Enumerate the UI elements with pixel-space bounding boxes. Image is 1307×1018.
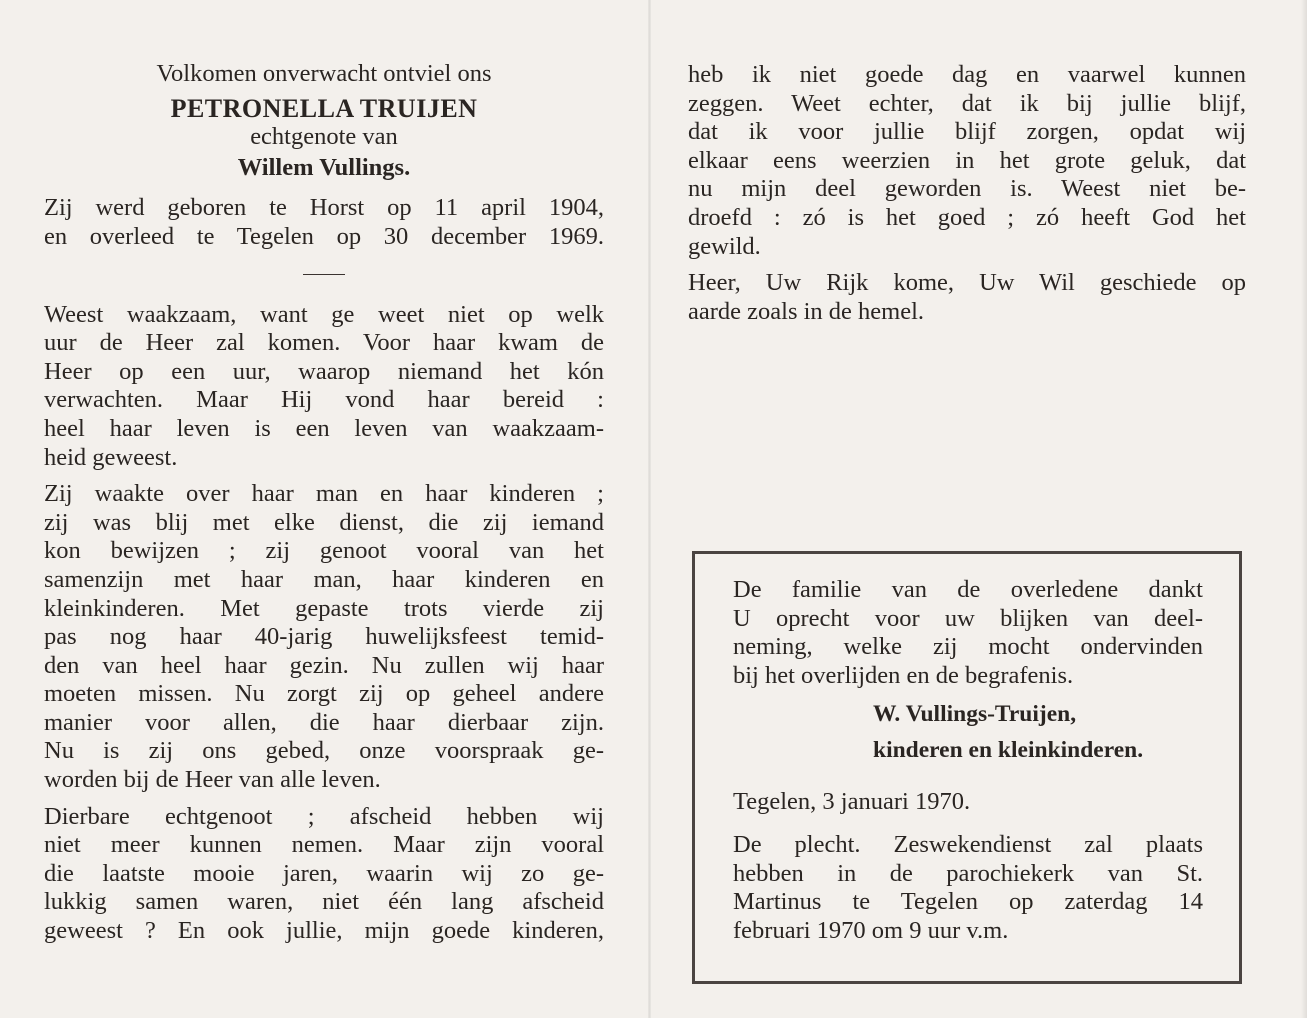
card-edge [1301, 0, 1307, 1018]
signature-line: kinderen en kleinkinderen. [873, 737, 1144, 764]
text-line: zeggen. Weet echter, dat ik bij jullie blijf, [688, 89, 1246, 117]
paragraph-farewell [44, 803, 604, 946]
family-signature [873, 696, 1203, 768]
text-line: lukkig samen waren, niet één lang afscheid [44, 888, 604, 916]
text-line: U oprecht voor uw blijken van deel- [733, 604, 1203, 632]
text-line: heb ik niet goede dag en vaarwel kunnen [688, 61, 1246, 88]
text-line: nu mijn deel geworden is. Weest niet be- [688, 175, 1246, 203]
right-column [688, 61, 1246, 326]
text-line: manier voor allen, die haar dierbaar zijn. [44, 708, 604, 736]
text-line: die laatste mooie jaren, waarin wij zo ge- [44, 859, 604, 887]
text-line: Zij waakte over haar man en haar kinderen ; [44, 480, 604, 508]
text-line: neming, welke zij mocht ondervinden [733, 633, 1203, 661]
separator-rule [303, 274, 345, 275]
text-line: Dierbare echtgenoot ; afscheid hebben wij [44, 802, 604, 830]
paragraph-prayer [688, 269, 1246, 326]
left-column [44, 60, 604, 946]
text-line: pas nog haar 40-jarig huwelijksfeest temid- [44, 623, 604, 651]
text-line: kon bewijzen ; zij genoot vooral van het [44, 537, 604, 565]
text-line: hebben in de parochiekerk van St. [733, 859, 1203, 887]
text-line: aarde zoals in de hemel. [688, 297, 925, 325]
text-line: zij was blij met elke dienst, die zij iemand [44, 508, 604, 536]
service-announcement [733, 831, 1203, 945]
card-fold [648, 0, 651, 1018]
text-line: gewild. [688, 232, 761, 260]
text-line: Heer, Uw Rijk kome, Uw Wil geschiede op [688, 269, 1246, 297]
text-line: droefd : zó is het goed ; zó heeft God het [688, 203, 1246, 231]
paragraph-vigilance [44, 301, 604, 473]
paragraph-goodbye [688, 61, 1246, 261]
text-line: uur de Heer zal komen. Voor haar kwam de [44, 329, 604, 357]
deceased-name: PETRONELLA TRUIJEN [170, 93, 478, 123]
text-line: dat ik voor jullie blijf zorgen, opdat wij [688, 118, 1246, 146]
text-line: heel haar leven is een leven van waakzaam- [44, 414, 604, 442]
spouse-name: Willem Vullings. [237, 153, 411, 181]
text-line: heid geweest. [44, 443, 178, 471]
relation-line: echtgenote van [250, 123, 398, 151]
thanks-text [733, 576, 1203, 690]
text-line: worden bij de Heer van alle leven. [44, 766, 381, 794]
text-line: De familie van de overledene dankt [733, 576, 1203, 603]
text-line: kleinkinderen. Met gepaste trots vierde zij [44, 594, 604, 622]
place-date: Tegelen, 3 januari 1970. [733, 788, 971, 816]
birth-line: Zij werd geboren te Horst op 11 april 1904, [44, 194, 604, 222]
text-line: den van heel haar gezin. Nu zullen wij haar [44, 651, 604, 679]
text-line: Nu is zij ons gebed, onze voorspraak ge- [44, 737, 604, 765]
text-line: verwachten. Maar Hij vond haar bereid : [44, 386, 604, 414]
text-line: De plecht. Zeswekendienst zal plaats [733, 830, 1203, 858]
text-line: moeten missen. Nu zorgt zij op geheel andere [44, 680, 604, 708]
death-line: en overleed te Tegelen op 30 december 1969. [44, 222, 604, 250]
text-line: Weest waakzaam, want ge weet niet op welk [44, 300, 604, 328]
dates-block [44, 194, 604, 251]
text-line: Martinus te Tegelen op zaterdag 14 [733, 888, 1203, 916]
text-line: elkaar eens weerzien in het grote geluk, dat [688, 146, 1246, 174]
text-line: februari 1970 om 9 uur v.m. [733, 916, 1009, 944]
text-line: samenzijn met haar man, haar kinderen en [44, 565, 604, 593]
text-line: niet meer kunnen nemen. Maar zijn vooral [44, 831, 604, 859]
intro-line: Volkomen onverwacht ontviel ons [156, 60, 492, 87]
text-line: Heer op een uur, waarop niemand het kón [44, 357, 604, 385]
text-line: bij het overlijden en de begrafenis. [733, 661, 1074, 689]
text-line: geweest ? En ook jullie, mijn goede kinderen, [44, 917, 604, 945]
thanks-box [692, 551, 1242, 984]
thanks-box-content [733, 576, 1203, 945]
signature-line: W. Vullings-Truijen, [873, 701, 1077, 728]
paragraph-family [44, 480, 604, 795]
